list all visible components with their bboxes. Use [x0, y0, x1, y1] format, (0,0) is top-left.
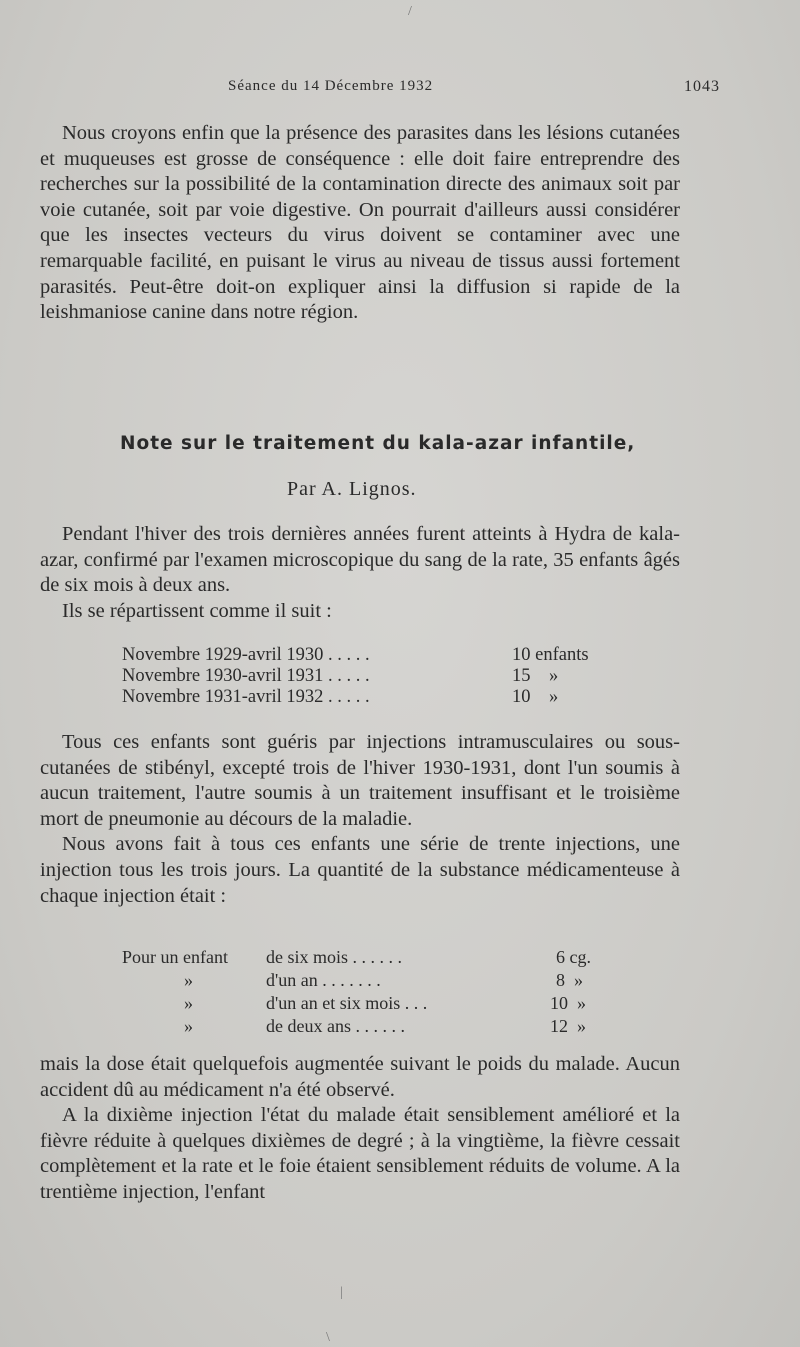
running-head	[40, 78, 760, 100]
age-cell: de deux ans . . . . . .	[266, 1016, 405, 1036]
page-blemish: \	[326, 1330, 330, 1345]
article-byline: Par A. Lignos.	[287, 478, 417, 500]
age-cell: d'un an et six mois . . .	[266, 993, 428, 1013]
count-cell: 15 »	[512, 666, 559, 686]
period-cell: Novembre 1930-avril 1931 . . . . .	[122, 666, 370, 686]
page-blemish: |	[340, 1285, 343, 1300]
page-blemish: /	[408, 4, 412, 19]
prefix-cell: »	[184, 970, 193, 990]
paragraph-4: Nous avons fait à tous ces enfants une série de trente injections, une injection tous les trois jours. La quantité de la substance médicamenteuse à chaque injection était :	[40, 833, 680, 907]
prefix-cell: »	[184, 993, 193, 1013]
count-cell: 10 »	[512, 687, 559, 707]
table-row	[122, 969, 642, 992]
table-row	[122, 1015, 642, 1038]
period-cell: Novembre 1929-avril 1930 . . . . .	[122, 645, 370, 665]
prefix-cell: Pour un enfant	[122, 947, 228, 967]
dose-cell: 10 »	[550, 993, 586, 1013]
cases-table	[122, 645, 642, 708]
table-row	[122, 687, 642, 708]
paragraph-3: Tous ces enfants sont guéris par injections intramusculaires ou sous-cutanées de stibényl, excepté trois de l'hiver 1930-1931, dont l'un soumis à aucun traitement, l'autre soumis à un traitement insuffisant et le troisième mort de pneumonie au décours de la maladie.	[40, 731, 680, 830]
period-cell: Novembre 1931-avril 1932 . . . . .	[122, 687, 370, 707]
running-head-title: Séance du 14 Décembre 1932	[228, 78, 434, 94]
paragraph-2: Ils se répartissent comme il suit :	[62, 599, 332, 622]
table-row	[122, 666, 642, 687]
dose-cell: 8 »	[556, 970, 583, 990]
paragraph-5: mais la dose était quelquefois augmentée suivant le poids du malade. Aucun accident dû au médicament n'a été observé.	[40, 1053, 680, 1101]
table-row	[122, 992, 642, 1015]
treatment-block	[40, 730, 680, 909]
count-cell: 10 enfants	[512, 645, 589, 665]
age-cell: de six mois . . . . . .	[266, 947, 403, 967]
article-title: Note sur le traitement du kala-azar infantile,	[120, 433, 636, 454]
age-cell: d'un an . . . . . . .	[266, 970, 381, 990]
results-block	[40, 1052, 680, 1206]
table-row	[122, 946, 642, 969]
dose-table	[122, 946, 642, 1038]
paragraph-6: A la dixième injection l'état du malade était sensiblement amélioré et la fièvre réduite à quelques dixièmes de degré ; à la vingtième, la fièvre cessait complètement et la rate et le foie étaient sensiblement réduits de volume. A la trentième injection, l'enfant	[40, 1104, 680, 1203]
intro-paragraph: Nous croyons enfin que la présence des parasites dans les lésions cutanées et muqueuses est grosse de conséquence : elle doit faire entreprendre des recherches sur la possibilité de la contamination directe des animaux soit par voie cutanée, soit par voie digestive. On pourrait d'ailleurs aussi considérer que les insectes vecteurs du virus doivent se contaminer avec une remarquable facilité, en puisant le virus au niveau de tissus aussi fortement parasités. Peut-être doit-on expliquer ainsi la diffusion si rapide de la leishmaniose canine dans notre région.	[40, 122, 680, 324]
intro-paragraph-block	[40, 121, 680, 326]
table-row	[122, 645, 642, 666]
prefix-cell: »	[184, 1016, 193, 1036]
page-number: 1043	[684, 78, 720, 95]
dose-cell: 12 »	[550, 1016, 586, 1036]
paragraph-1: Pendant l'hiver des trois dernières années furent atteints à Hydra de kala-azar, confirmé par l'examen microscopique du sang de la rate, 35 enfants âgés de six mois à deux ans.	[40, 523, 680, 597]
article-intro-block	[40, 522, 680, 624]
dose-cell: 6 cg.	[556, 947, 591, 967]
